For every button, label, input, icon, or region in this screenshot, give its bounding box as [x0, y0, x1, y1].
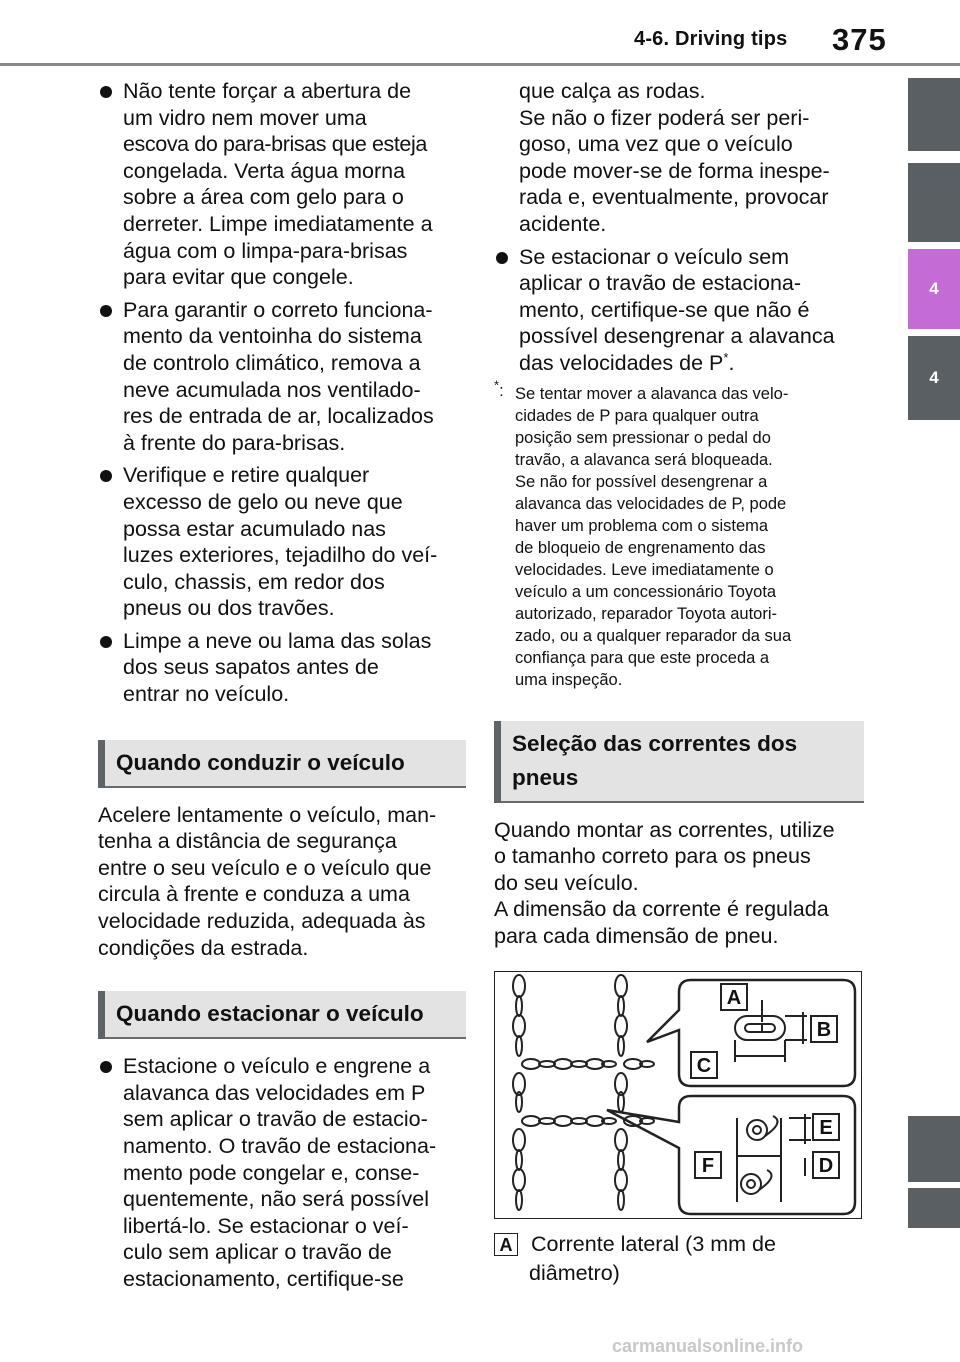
svg-text:F: F: [701, 1155, 715, 1177]
text-line: do seu veículo.: [494, 870, 639, 895]
cross-chain-top: [522, 1059, 654, 1069]
text-line: velocidades. Leve imediatamente o: [515, 560, 774, 579]
text-line: travão, a alavanca será bloqueada.: [515, 450, 773, 469]
text-line: condições da estrada.: [98, 935, 309, 960]
text-line: cidades de P para qualquer outra: [515, 406, 759, 425]
text-line: diâmetro): [529, 1261, 620, 1285]
text-line: libertá-lo. Se estacionar o veí-: [123, 1213, 409, 1238]
text-line: goso, uma vez que o veículo: [519, 132, 793, 157]
footnote-ref: *: [723, 349, 729, 365]
text-line: Se estacionar o veículo sem: [519, 244, 790, 269]
text-line: Acelere lentamente o veículo, man-: [98, 802, 437, 827]
figure-label-d: [813, 1152, 839, 1178]
svg-text:B: B: [816, 1019, 832, 1041]
section-heading-chains: [494, 721, 864, 803]
text-fragment: das velocidades de P: [519, 350, 724, 375]
text-line: mento da ventoinha do sistema: [123, 324, 422, 349]
text-line: sem aplicar o travão de estacio-: [123, 1107, 428, 1132]
bullet-continuation: [494, 78, 864, 238]
footnote-asterisk: *: [494, 377, 500, 393]
text-line: água com o limpa-para-brisas: [123, 238, 408, 263]
text-line: estacionamento, certifique-se: [123, 1266, 404, 1291]
text-line: A dimensão da corrente é regulada: [494, 897, 829, 922]
svg-text:E: E: [819, 1117, 833, 1139]
bullet-item: [98, 462, 466, 622]
text-line: alavanca das velocidades em P: [123, 1080, 426, 1105]
footnote-mark: [494, 377, 504, 402]
text-line: posição sem pressionar o pedal do: [515, 428, 771, 447]
text-line: veículo a um concessionário Toyota: [515, 582, 777, 601]
figure-label-e: [813, 1114, 839, 1140]
text-line: Não tente forçar a abertura de: [123, 79, 412, 103]
text-line: Limpe a neve ou lama das solas: [123, 628, 432, 653]
text-line: entre o seu veículo e o veículo que: [98, 855, 432, 880]
tire-chain-illustration: [494, 971, 862, 1219]
figure-label-a: [721, 984, 747, 1010]
text-line: pode mover-se de forma inespe-: [519, 158, 830, 183]
legend-description: [531, 1230, 864, 1288]
bullet-item: [494, 244, 864, 377]
text-line: velocidade reduzida, adequada às: [98, 909, 426, 934]
bullet-dot-icon: [100, 636, 112, 648]
bullet-dot-icon: [100, 86, 112, 98]
bullet-item: [98, 628, 466, 708]
text-line: aplicar o travão de estaciona-: [519, 271, 802, 296]
bullet-item: [98, 297, 466, 457]
text-line: possa estar acumulado nas: [123, 516, 386, 541]
text-line: pneus ou dos travões.: [123, 596, 335, 621]
text-line: entrar no veículo.: [123, 682, 290, 707]
text-line: derreter. Limpe imediatamente a: [123, 211, 433, 236]
side-tab-5[interactable]: [908, 1116, 960, 1182]
text-line: possível desengrenar a alavanca: [519, 324, 835, 349]
text-line: mento, certifique-se que não é: [519, 297, 810, 322]
side-tab-6[interactable]: [908, 1188, 960, 1228]
text-line: para cada dimensão de pneu.: [494, 923, 779, 948]
text-fragment: .: [728, 350, 735, 375]
text-line: uma inspeção.: [515, 670, 623, 689]
text-line: culo sem aplicar o travão de: [123, 1240, 392, 1265]
page-header-title: 4-6. Driving tips: [634, 28, 788, 50]
text-line: de bloqueio de engrenamento das: [515, 538, 766, 557]
text-line: mento pode congelar e, conse-: [123, 1160, 420, 1185]
text-line: zado, ou a qualquer reparador da sua: [515, 626, 792, 645]
page-number: 375: [832, 22, 887, 57]
text-line: culo, chassis, em redor dos: [123, 569, 385, 594]
side-tab-2[interactable]: [908, 163, 960, 242]
text-line: autorizado, reparador Toyota autori-: [515, 604, 778, 623]
text-line: Se não o fizer poderá ser peri-: [519, 105, 810, 130]
side-tab-chapter-active[interactable]: 4: [908, 249, 960, 329]
section-heading-text: Quando conduzir o veículo: [116, 749, 405, 775]
text-line: circula à frente e conduza a uma: [98, 882, 410, 907]
text-line: Verifique e retire qualquer: [123, 463, 370, 488]
text-line: Quando montar as correntes, utilize: [494, 817, 835, 842]
side-tab-chapter[interactable]: 4: [908, 336, 960, 420]
text-line: res de entrada de ar, localizados: [123, 404, 434, 429]
bullet-dot-icon: [100, 470, 112, 482]
text-line: escova do para-brisas que esteja: [123, 132, 427, 157]
header-rule: [0, 63, 960, 66]
text-line: para evitar que congele.: [123, 265, 354, 290]
text-line: luzes exteriores, tejadilho do veí-: [123, 543, 438, 568]
text-line: à frente do para-brisas.: [123, 430, 346, 455]
paragraph: [494, 817, 864, 950]
footnote-colon: :: [499, 381, 504, 400]
vertical-chain-left: [513, 975, 525, 1210]
bullet-dot-icon: [100, 1061, 112, 1073]
bullet-dot-icon: [496, 252, 508, 264]
section-heading-driving: [98, 740, 466, 788]
text-line: de controlo climático, remova a: [123, 350, 421, 375]
chain-diagram: [495, 972, 860, 1217]
figure-label-f: [695, 1152, 721, 1178]
text-line: quentemente, não será possível: [123, 1187, 429, 1212]
legend-item-a: [494, 1230, 864, 1288]
text-line: o tamanho correto para os pneus: [494, 844, 811, 869]
text-line: congelada. Verta água morna: [123, 158, 406, 183]
text-line: Para garantir o correto funciona-: [123, 297, 433, 322]
watermark: carmanualsonline.info: [612, 1336, 804, 1356]
text-line: um vidro nem mover uma: [123, 105, 367, 130]
text-line: haver um problema com o sistema: [515, 516, 769, 535]
svg-text:A: A: [726, 987, 742, 1009]
text-line: alavanca das velocidades de P, pode: [515, 494, 787, 513]
figure-label-b: [811, 1016, 837, 1042]
text-line: acidente.: [519, 211, 607, 236]
bullet-item: [98, 1053, 466, 1292]
vertical-chain-right: [615, 975, 627, 1210]
text-line: [519, 350, 864, 377]
text-line: Se não for possível desengrenar a: [515, 472, 768, 491]
bullet-item: [98, 78, 466, 291]
section-heading-text: pneus: [512, 764, 579, 790]
svg-text:D: D: [818, 1155, 834, 1177]
text-line: que calça as rodas.: [519, 79, 706, 103]
legend-letter-box: A: [494, 1233, 518, 1256]
text-line: excesso de gelo ou neve que: [123, 489, 403, 514]
figure-label-c: [691, 1052, 717, 1078]
section-heading-text: Seleção das correntes dos: [512, 730, 798, 756]
footnote: [494, 377, 864, 691]
paragraph: [98, 802, 466, 962]
text-line: dos seus sapatos antes de: [123, 655, 379, 680]
section-heading-text: Quando estacionar o veículo: [116, 1001, 424, 1027]
left-column: [98, 78, 466, 1299]
section-heading-parking: [98, 991, 466, 1039]
text-line: Corrente lateral (3 mm de: [531, 1232, 776, 1256]
text-line: Estacione o veículo e engrene a: [123, 1054, 431, 1079]
text-line: rada e, eventualmente, provocar: [519, 185, 829, 210]
text-line: confiança para que este proceda a: [515, 648, 770, 667]
text-line: neve acumulada nos ventilado-: [123, 377, 421, 402]
text-line: Se tentar mover a alavanca das velo-: [515, 384, 789, 403]
text-line: tenha a distância de segurança: [98, 829, 397, 854]
bullet-dot-icon: [100, 305, 112, 317]
text-line: namento. O travão de estaciona-: [123, 1134, 437, 1158]
side-tab-1[interactable]: [908, 78, 960, 151]
right-column: [494, 78, 864, 950]
svg-text:C: C: [696, 1055, 712, 1077]
text-line: sobre a área com gelo para o: [123, 185, 404, 210]
